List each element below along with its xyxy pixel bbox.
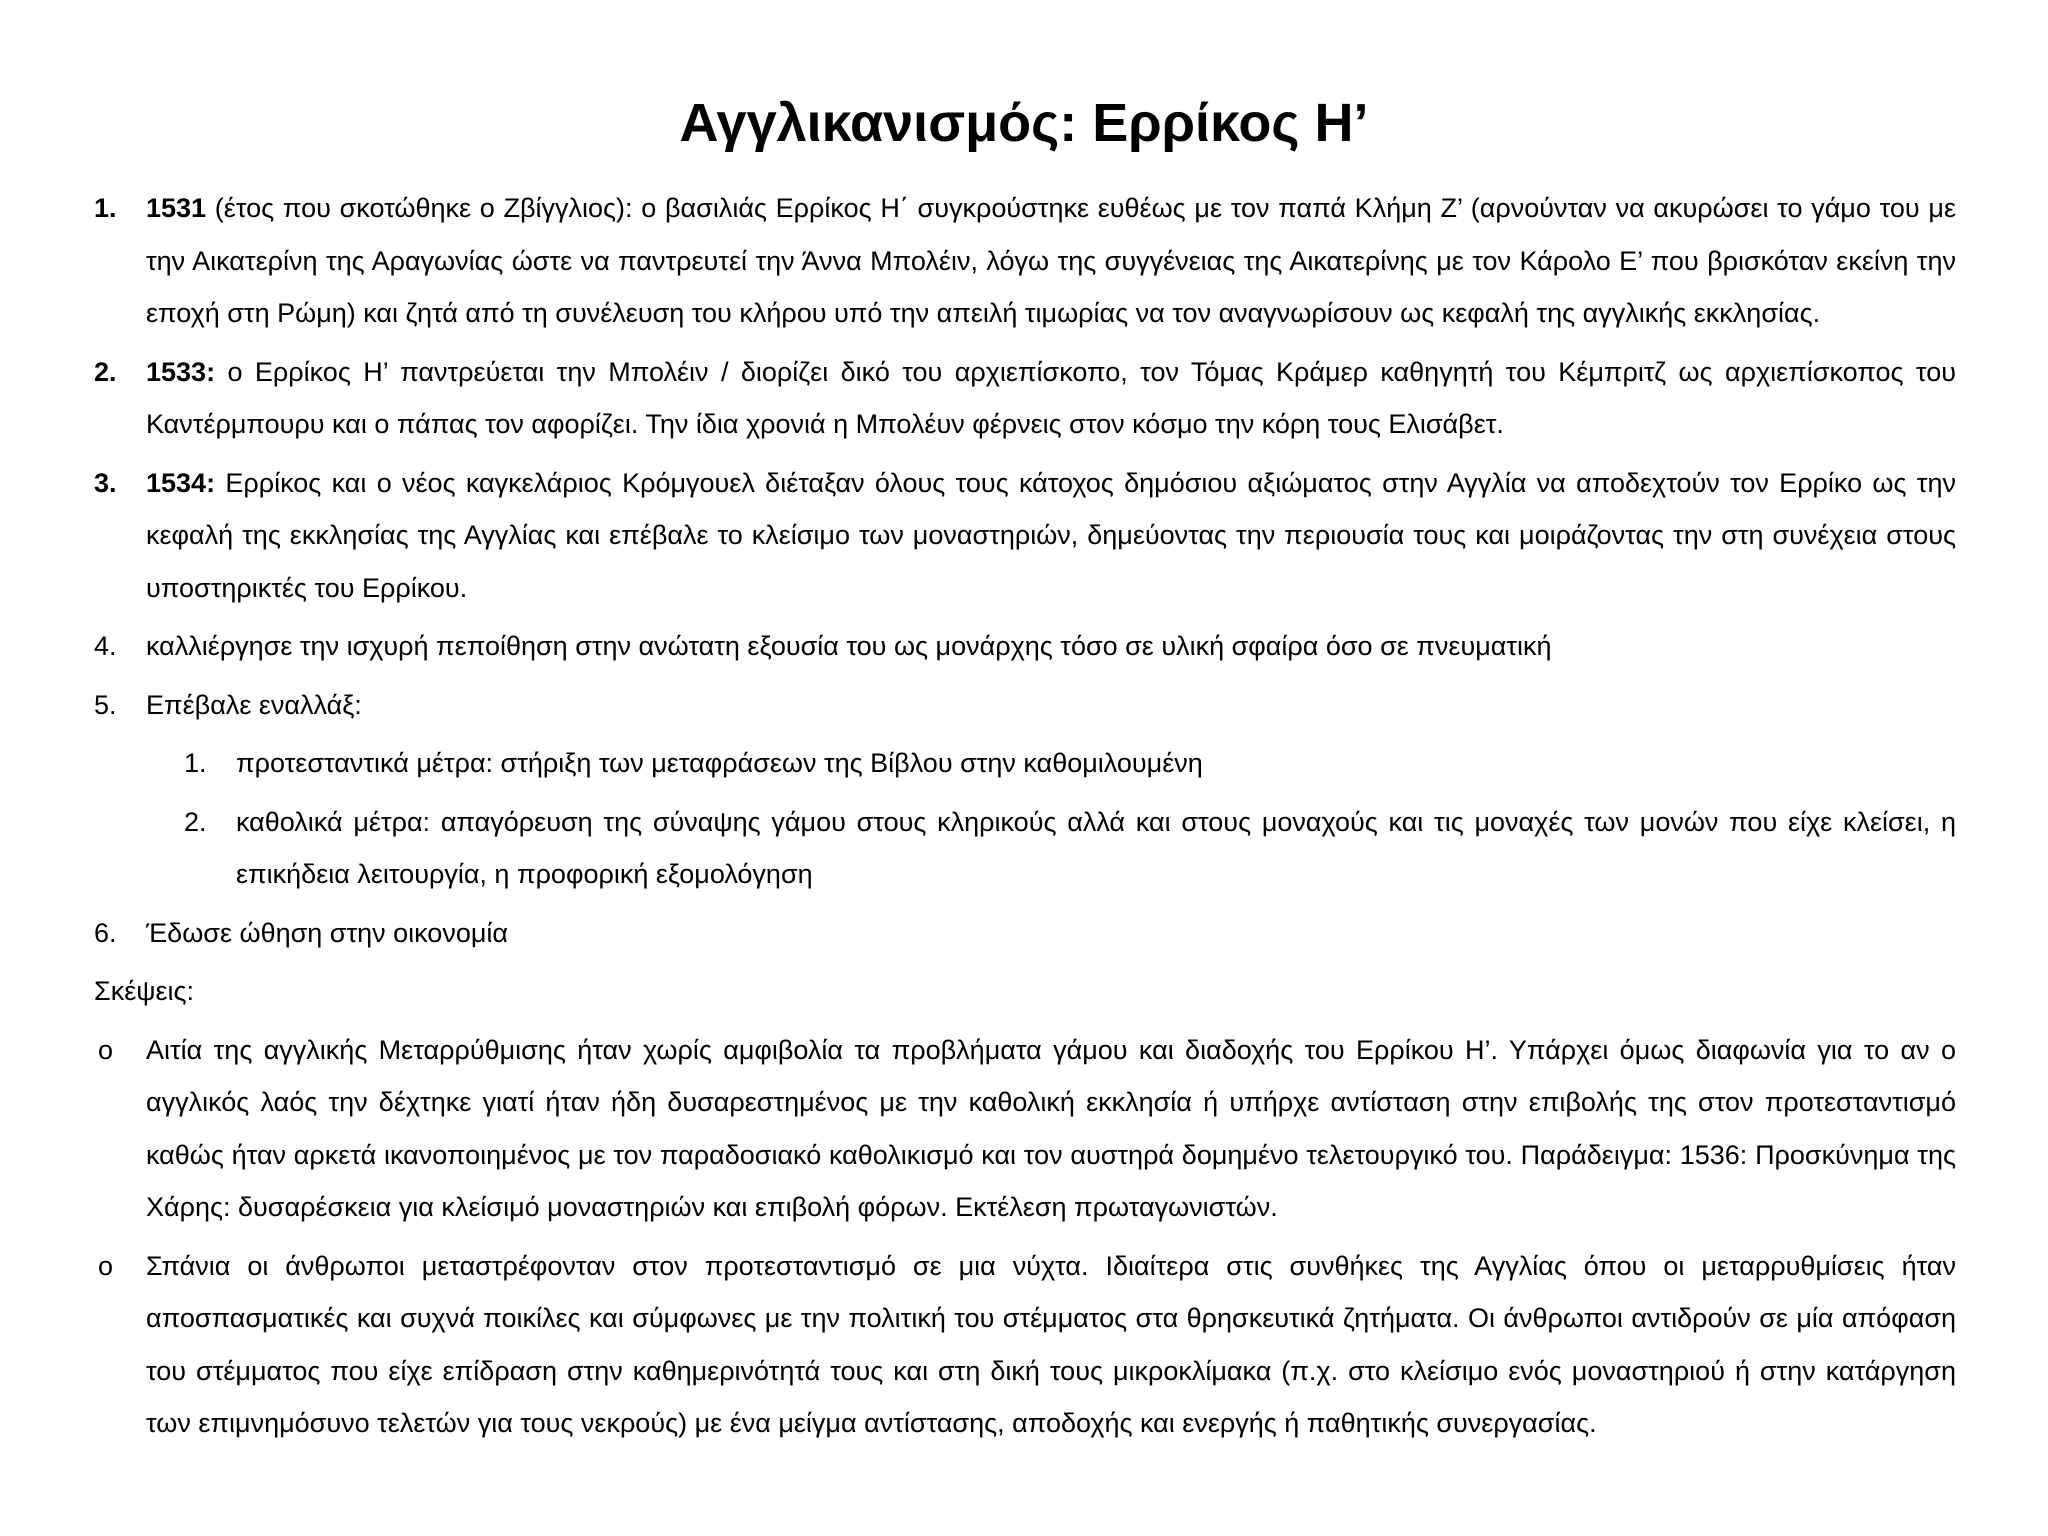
item-text: ο Ερρίκος Η’ παντρεύεται την Μπολέιν / διορίζει δικό του αρχιεπίσκοπο, τον Τόμας Κράμερ καθηγητή του Κέμπριτζ ως αρχιεπίσκοπος του Καντέρμπουρυ και ο πάπας τον αφορίζει. Την ίδια χρονιά η Μπολέυν φέρνεις στον κόσμο την κόρη τους Ελισάβετ.	[146, 356, 1956, 439]
list-number: 6.	[94, 917, 117, 948]
list-item-2	[94, 346, 1956, 451]
thought-item-1	[94, 1024, 1956, 1234]
thoughts-heading: Σκέψεις:	[94, 976, 195, 1006]
list-number: 1.	[94, 193, 117, 223]
list-number: 4.	[94, 631, 117, 661]
list-item-1	[94, 182, 1956, 340]
sub-item-text: προτεσταντικά μέτρα: στήριξη των μεταφράσεων της Βίβλου στην καθομιλουμένη	[236, 748, 1203, 778]
thought-text: Σπάνια οι άνθρωποι μεταστρέφονταν στον προτεσταντισμό σε μια νύχτα. Ιδιαίτερα στις συνθήκες της Αγγλίας όπου οι μεταρρυθμίσεις ήταν αποσπασματικές και συχνά ποικίλες και σύμφωνες με την πολιτική του στέμματος στα θρησκευτικά ζητήματα. Οι άνθρωποι αντιδρούν σε μία απόφαση του στέμματος που είχε επίδραση στην καθημερινότητά τους και στη δική τους μικροκλίμακα (π.χ. στο κλείσιμο ενός μοναστηριού ή στην κατάργηση των επιμνημόσυνο τελετών για τους νεκρούς) με ένα μείγμα αντίστασης, αποδοχής και ενεργής ή παθητικής συνεργασίας.	[146, 1250, 1956, 1438]
item-text: Έδωσε ώθηση στην οικονομία	[146, 917, 509, 948]
page-title: Αγγλικανισμός: Ερρίκος Η’	[679, 93, 1369, 153]
bullet-marker: o	[98, 1034, 114, 1065]
item-text: Ερρίκος και ο νέος καγκελάριος Κρόμγουελ διέταξαν όλους τους κάτοχος δημόσιου αξιώματος στην Αγγλία να αποδεχτούν τον Ερρίκο ως την κεφαλή της εκκλησίας της Αγγλίας και επέβαλε το κλείσιμο των μοναστηριών, δημεύοντας την περιουσία τους και μοιράζοντας την στη συνέχεια στους υποστηρικτές του Ερρίκου.	[146, 467, 1956, 603]
list-number: 2.	[94, 356, 117, 387]
sub-list-item-2	[94, 796, 1956, 901]
list-number: 5.	[94, 689, 117, 720]
thought-item-2	[94, 1240, 1956, 1450]
list-item-6	[94, 907, 1956, 960]
list-item-5	[94, 679, 1956, 732]
item-year: 1533:	[146, 356, 216, 387]
thought-text: Αιτία της αγγλικής Μεταρρύθμισης ήταν χωρίς αμφιβολία τα προβλήματα γάμου και διαδοχής του Ερρίκου Η’. Υπάρχει όμως διαφωνία για το αν ο αγγλικός λαός την δέχτηκε γιατί ήταν ήδη δυσαρεστημένος με την καθολική εκκλησία ή υπήρχε αντίσταση στην επιβολής της στον προτεσταντισμό καθώς ήταν αρκετά ικανοποιημένος με τον παραδοσιακό καθολικισμό και τον αυστηρά δομημένο τελετουργικό του. Παράδειγμα: 1536: Προσκύνημα της Χάρης: δυσαρέσκεια για κλείσιμό μοναστηριών και επιβολή φόρων. Εκτέλεση πρωταγωνιστών.	[146, 1034, 1956, 1222]
sub-item-text: καθολικά μέτρα: απαγόρευση της σύναψης γάμου στους κληρικούς αλλά και στους μοναχούς και τις μοναχές των μονών που είχε κλείσει, η επικήδεια λειτουργία, η προφορική εξομολόγηση	[236, 806, 1956, 889]
bullet-marker: o	[98, 1250, 114, 1281]
list-number: 3.	[94, 467, 117, 498]
document-body	[94, 182, 1956, 1456]
sub-list-number: 2.	[184, 806, 207, 837]
sub-list-number: 1.	[184, 748, 207, 778]
item-text: καλλιέργησε την ισχυρή πεποίθηση στην ανώτατη εξουσία του ως μονάρχης τόσο σε υλική σφαίρα όσο σε πνευματική	[146, 631, 1552, 661]
sub-list-item-1	[94, 737, 1956, 790]
item-year: 1531	[146, 193, 207, 223]
item-text: Επέβαλε εναλλάξ:	[146, 689, 362, 720]
item-text: (έτος που σκοτώθηκε ο Ζβίγγλιος): ο βασιλιάς Ερρίκος Η΄ συγκρούστηκε ευθέως με τον παπά Κλήμη Ζ’ (αρνούνταν να ακυρώσει το γάμο του με την Αικατερίνη της Αραγωνίας ώστε να παντρευτεί την Άννα Μπολέιν, λόγω της συγγένειας της Αικατερίνης με τον Κάρολο Ε’ που βρισκόταν εκείνη την εποχή στη Ρώμη) και ζητά από τη συνέλευση του κλήρου υπό την απειλή τιμωρίας να τον αναγνωρίσουν ως κεφαλή της αγγλικής εκκλησίας.	[146, 193, 1956, 328]
list-item-3	[94, 457, 1956, 615]
list-item-4	[94, 620, 1956, 673]
item-year: 1534:	[146, 467, 216, 498]
